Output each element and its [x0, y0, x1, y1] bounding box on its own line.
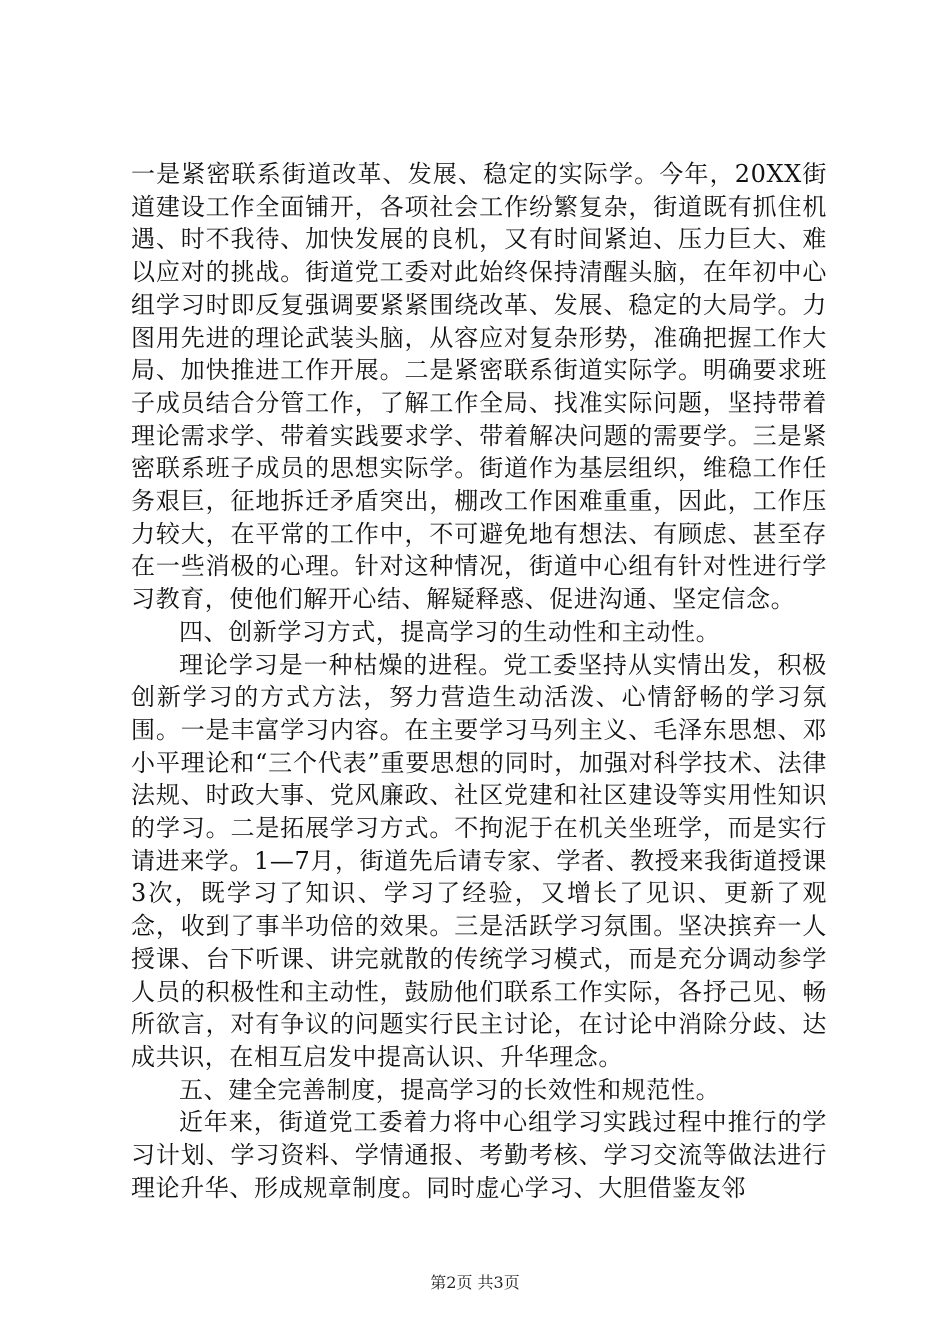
heading-section-four: 四、创新学习方式，提高学习的生动性和主动性。 [179, 617, 721, 646]
paragraph-system-building: 近年来，街道党工委着力将中心组学习实践过程中推行的学习计划、学习资料、学情通报、考勤考核、学习交流等做法进行理论升华、形成规章制度。同时虚心学习、大胆借鉴友邻 [131, 1108, 827, 1202]
body-text [131, 158, 827, 1205]
page-footer: 第2页 共3页 [430, 1273, 520, 1292]
paragraph-study-practice: 一是紧密联系街道改革、发展、稳定的实际学。今年，20XX街道建设工作全面铺开，各项社会工作纷繁复杂，街道既有抓住机遇、时不我待、加快发展的良机，又有时间紧迫、压力巨大、难以应对的挑战。街道党工委对此始终保持清醒头脑，在年初中心组学习时即反复强调要紧紧围绕改革、发展、稳定的大局学。力图用先进的理论武装头脑，从容应对复杂形势，准确把握工作大局、加快推进工作开展。二是紧密联系街道实际学。明确要求班子成员结合分管工作，了解工作全局、找准实际问题，坚持带着理论需求学、带着实践要求学、带着解决问题的需要学。三是紧密联系班子成员的思想实际学。街道作为基层组织，维稳工作任务艰巨，征地拆迁矛盾突出，棚改工作困难重重，因此，工作压力较大，在平常的工作中，不可避免地有想法、有顾虑、甚至存在一些消极的心理。针对这种情况，街道中心组有针对性进行学习教育，使他们解开心结、解疑释惑、促进沟通、坚定信念。 [131, 160, 827, 614]
paragraph-innovate-learning: 理论学习是一种枯燥的进程。党工委坚持从实情出发，积极创新学习的方式方法，努力营造生动活泼、心情舒畅的学习氛围。一是丰富学习内容。在主要学习马列主义、毛泽东思想、邓小平理论和“三个代表”重要思想的同时，加强对科学技术、法律法规、时政大事、党风廉政、社区党建和社区建设等实用性知识的学习。二是拓展学习方式。不拘泥于在机关坐班学，而是实行请进来学。1—7月，街道先后请专家、学者、教授来我街道授课3次，既学习了知识、学习了经验，又增长了见识、更新了观念，收到了事半功倍的效果。三是活跃学习氛围。坚决摈弃一人授课、台下听课、讲完就散的传统学习模式，而是充分调动参学人员的积极性和主动性，鼓励他们联系工作实际，各抒己见、畅所欲言，对有争议的问题实行民主讨论，在讨论中消除分歧、达成共识，在相互启发中提高认识、升华理念。 [131, 650, 827, 1071]
heading-section-five: 五、建全完善制度，提高学习的长效性和规范性。 [179, 1075, 721, 1104]
